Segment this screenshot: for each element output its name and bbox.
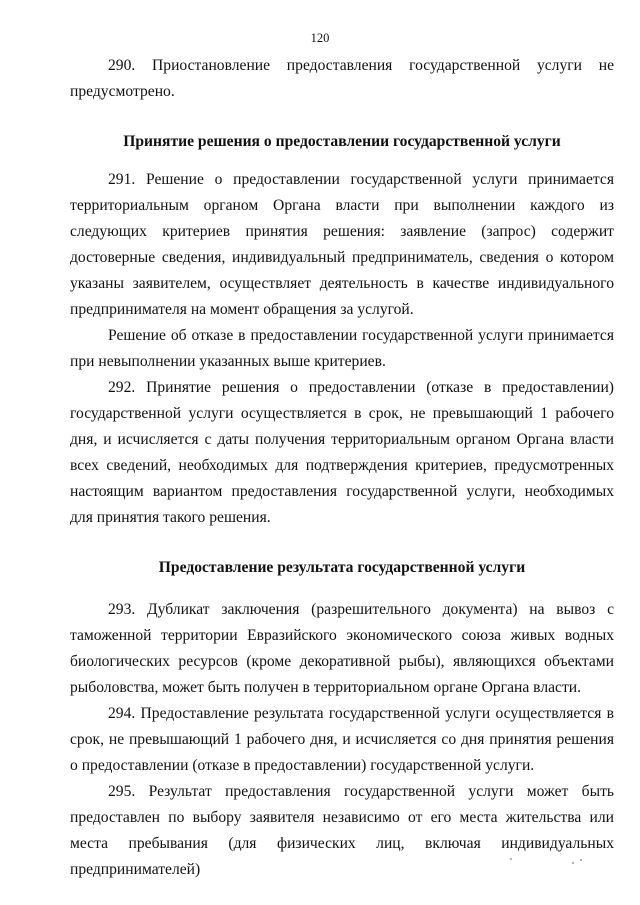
section-heading-decision: Принятие решения о предоставлении государственной услуги	[123, 133, 561, 150]
document-body	[70, 53, 614, 883]
spacer	[70, 155, 614, 167]
scan-speck	[572, 862, 574, 864]
section-heading-result: Предоставление результата государственной услуги	[158, 559, 526, 576]
paragraph-294: 294. Предоставление результата государственной услуги осуществляется в срок, не превышающий 1 рабочего дня, и исчисляется со дня принятия решения о предоставлении (отказе в предоставлении) государственной услуги.	[70, 705, 614, 774]
paragraph-292: 292. Принятие решения о предоставлении (отказе в предоставлении) государственной услуги осуществляется в срок, не превышающий 1 рабочего дня, и исчисляется с даты получения территориальным органом Органа власти всех сведений, необходимых для подтверждения критериев, предусмотренных настоящим вариантом предоставления государственной услуги, необходимых для принятия такого решения.	[70, 379, 614, 526]
page-number: 120	[310, 31, 330, 45]
spacer	[70, 531, 614, 555]
paragraph-290: 290. Приостановление предоставления государственной услуги не предусмотрено.	[70, 57, 614, 100]
scan-speck	[510, 858, 512, 860]
paragraph-293: 293. Дубликат заключения (разрешительного документа) на вывоз с таможенной территории Евразийского экономического союза живых водных биологических ресурсов (кроме декоративной рыбы), являющихся объектами рыболовства, может быть получен в территориальном органе Органа власти.	[70, 601, 614, 696]
paragraph-295: 295. Результат предоставления государственной услуги может быть предоставлен по выбору заявителя независимо от его места жительства или места пребывания (для физических лиц, включая индивидуальных предпринимателей)	[70, 783, 614, 878]
paragraph-291-refusal: Решение об отказе в предоставлении государственной услуги принимается при невыполнении указанных выше критериев.	[70, 327, 614, 370]
scan-speck	[580, 859, 582, 861]
paragraph-291: 291. Решение о предоставлении государственной услуги принимается территориальным органом Органа власти при выполнении каждого из следующих критериев принятия решения: заявление (запрос) содержит достоверные сведения, индивидуальный предприниматель, сведения о котором указаны заявителем, осуществляет деятельность в качестве индивидуального предпринимателя на момент обращения за услугой.	[70, 171, 614, 318]
spacer	[70, 581, 614, 597]
spacer	[70, 105, 614, 129]
